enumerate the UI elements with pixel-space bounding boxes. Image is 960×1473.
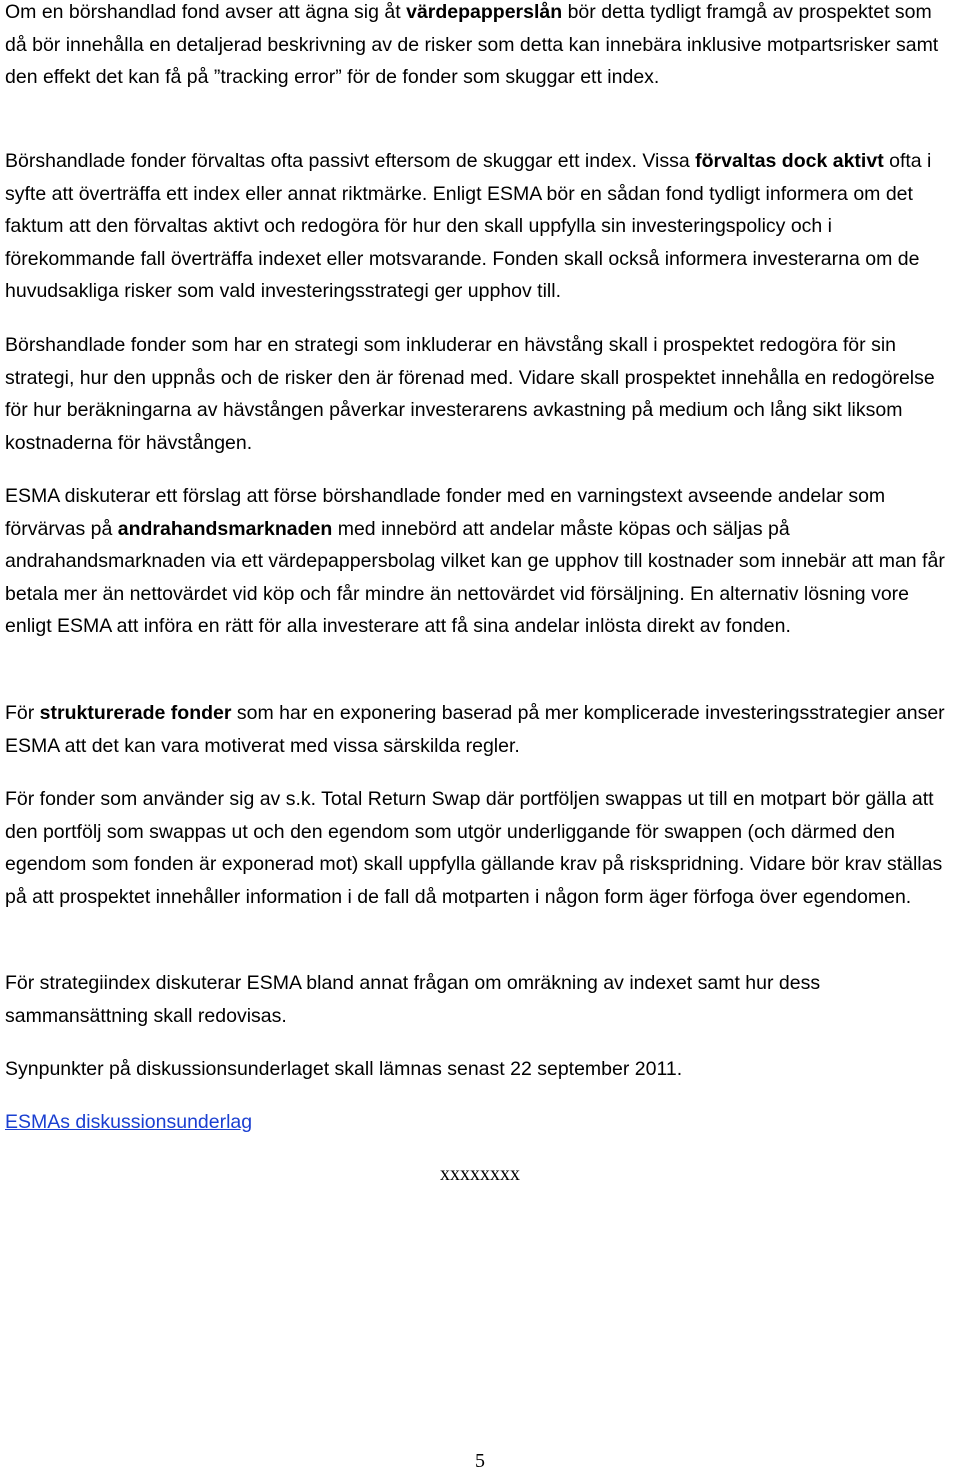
link-paragraph	[5, 1106, 955, 1139]
text-segment: Börshandlade fonder förvaltas ofta passivt eftersom de skuggar ett index. Vissa	[5, 150, 696, 172]
esma-discussion-paper-link[interactable]: ESMAs diskussionsunderlag	[5, 1111, 253, 1133]
text-segment: ESMA diskuterar ett förslag att förse börshandlade fonder med en varningstext avseende andelar som förvärvas på	[5, 485, 886, 540]
paragraph-total-return-swap: För fonder som använder sig av s.k. Total Return Swap där portföljen swappas ut till en motpart bör gälla att den portfölj som swappas ut och den egendom som utgör underliggande för swappen (och därmed den egendom som fonden är exponerad mot) skall uppfylla gällande krav på riskspridning. Vidare bör krav ställas på att prospektet innehåller information i de fall då motparten i någon form äger förfoga över egendomen.	[5, 788, 943, 908]
paragraph-secondary-market	[5, 480, 960, 643]
text-segment: som har en exponering baserad på mer komplicerade investeringsstrategier anser ESMA att det kan vara motiverat med vissa särskilda regler.	[5, 702, 945, 757]
section-separator: xxxxxxxx	[440, 1163, 520, 1185]
text-segment: bör detta tydligt framgå av prospektet som då bör innehålla en detaljerad beskrivning av de risker som detta kan innebära inklusive motpartsrisker samt den effekt det kan få på ”tracking error” för de fonder som skuggar ett index.	[5, 1, 939, 89]
paragraph-securities-lending	[5, 0, 955, 94]
text-segment: För	[5, 702, 40, 724]
text-segment: Om en börshandlad fond avser att ägna sig åt	[5, 1, 407, 23]
paragraph-strategy-index: För strategiindex diskuterar ESMA bland annat frågan om omräkning av indexet samt hur dess sammansättning skall redovisas.	[5, 972, 821, 1027]
text-segment: ofta i syfte att överträffa ett index eller annat riktmärke. Enligt ESMA bör en sådan fond tydligt informera om det faktum att den förvaltas aktivt och redogöra för hur den skall uppfylla sin investeringspolicy och i förekommande fall överträffa indexet eller motsvarande. Fonden skall också informera investerarna om de huvudsakliga risker som vald investeringsstrategi ger upphov till.	[5, 150, 932, 303]
paragraph-leverage: Börshandlade fonder som har en strategi som inkluderar en hävstång skall i prospektet redogöra för sin strategi, hur den uppnås och de risker den är förenad med. Vidare skall prospektet innehålla en redogörelse för hur beräkningarna av hävstången påverkar investerarens avkastning på medium och lång sikt liksom kostnaderna för hävstången.	[5, 334, 935, 454]
bold-term-structured-funds: strukturerade fonder	[39, 702, 232, 724]
bold-term-secondary-market: andrahandsmarknaden	[117, 517, 333, 540]
bold-term-active-management: förvaltas dock aktivt	[695, 150, 884, 172]
paragraph-structured-funds	[5, 697, 955, 762]
paragraph-comment-deadline: Synpunkter på diskussionsunderlaget skall lämnas senast 22 september 2011.	[5, 1058, 683, 1080]
text-segment: med innebörd att andelar måste köpas och säljas på andrahandsmarknaden via ett värdepappersbolag vilket kan ge upphov till kostnader som innebär att man får betala mer än nettovärdet vid köp och får mindre än nettovärdet vid försäljning. En alternativ lösning vore enligt ESMA att införa en rätt för alla investerare att få sina andelar inlösta direkt av fonden.	[5, 517, 945, 638]
page-number: 5	[475, 1450, 485, 1472]
bold-term-securities-lending: värdepapperslån	[406, 1, 563, 23]
paragraph-active-management	[5, 145, 955, 308]
